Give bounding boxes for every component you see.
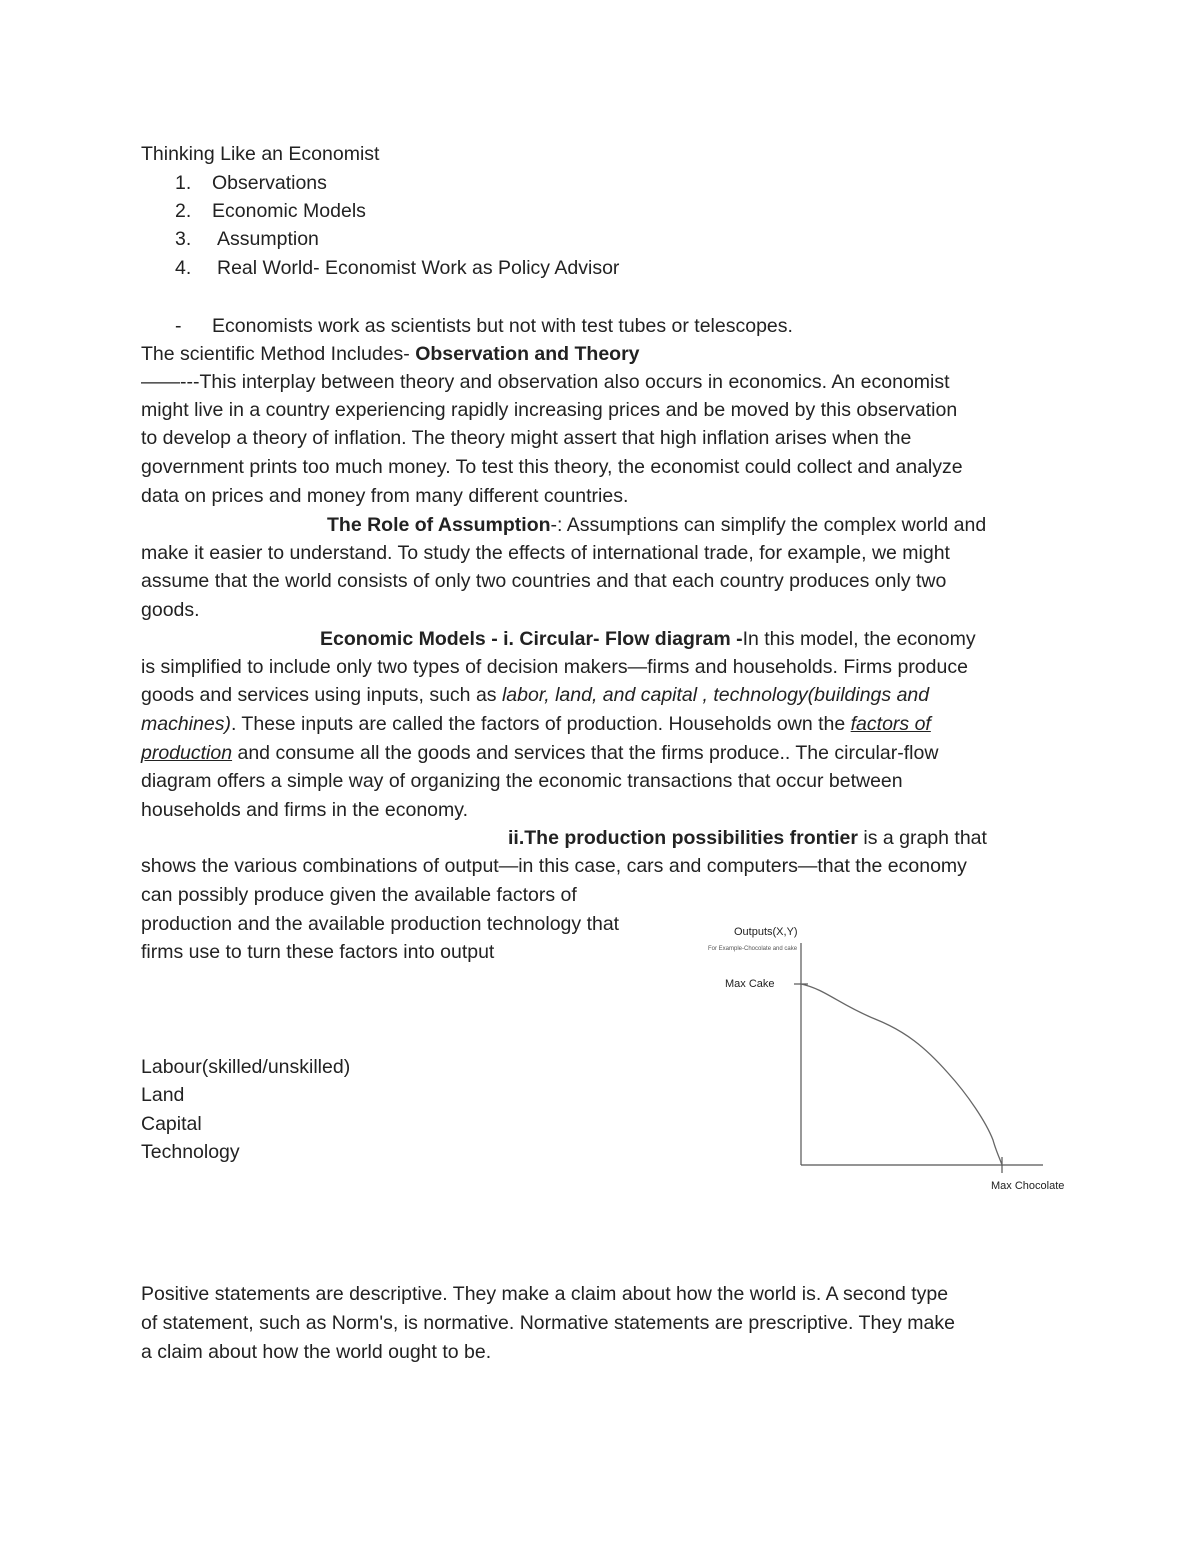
text-run: . These inputs are called the factors of production. Households own the [230,713,851,735]
max-chocolate-label: Max Chocolate [991,1180,1065,1192]
models-heading: Economic Models - i. Circular- Flow diagram - [320,628,743,650]
bullet-text: Economists work as scientists but not with test tubes or telescopes. [212,315,793,337]
bullet-mark: - [175,315,182,337]
factor-item: Land [141,1084,185,1106]
text-run: and consume all the goods and services that the firms produce.. The circular-flow [232,742,939,764]
paragraph-line: might live in a country experiencing rapidly increasing prices and be moved by this observation [141,399,958,421]
models-heading-line [320,625,976,653]
list-number: 2. [175,200,192,222]
paragraph-line: to develop a theory of inflation. The theory might assert that high inflation arises when the [141,427,912,449]
max-cake-label: Max Cake [725,978,775,990]
list-number: 1. [175,172,192,194]
ppf-chart [700,915,1120,1205]
paragraph-line: Positive statements are descriptive. They make a claim about how the world is. A second type [141,1283,949,1305]
italic-run: machines) [141,713,231,735]
list-number: 4. [175,257,192,279]
scientific-method-line [141,340,640,368]
paragraph-line: assume that the world consists of only two countries and that each country produces only two [141,570,947,592]
ppf-heading-line [508,824,987,852]
paragraph-line: government prints too much money. To test this theory, the economist could collect and analyze [141,456,963,478]
paragraph-line: ——---This interplay between theory and observation also occurs in economics. An economist [141,371,950,393]
doc-title: Thinking Like an Economist [141,143,380,165]
paragraph-line [141,739,938,767]
list-item: Real World- Economist Work as Policy Advisor [217,257,620,279]
paragraph-line: diagram offers a simple way of organizing the economic transactions that occur between [141,770,903,792]
paragraph-line [141,681,929,709]
assumption-heading-line [327,511,986,539]
paragraph-line: data on prices and money from many different countries. [141,485,629,507]
italic-run: labor, land, and capital , technology(buildings and [501,684,930,706]
paragraph-line: goods. [141,599,200,621]
underlined-term: production [141,742,233,764]
factor-item: Labour(skilled/unskilled) [141,1056,351,1078]
ppf-heading: ii.The production possibilities frontier [508,827,858,849]
chart-y-label: Outputs(X,Y) [734,926,798,938]
assumption-first-rest: -: Assumptions can simplify the complex world and [550,514,987,536]
list-item: Economic Models [212,200,366,222]
paragraph-line: of statement, such as Norm's, is normative. Normative statements are prescriptive. They make [141,1312,955,1334]
factor-item: Technology [141,1141,240,1163]
paragraph-line: can possibly produce given the available factors of [141,884,577,906]
paragraph-line: make it easier to understand. To study the effects of international trade, for example, we might [141,542,950,564]
ppf-first-rest: is a graph that [857,827,987,849]
text-run: goods and services using inputs, such as [141,684,502,706]
paragraph-line: is simplified to include only two types of decision makers—firms and households. Firms produce [141,656,968,678]
paragraph-line: shows the various combinations of output—in this case, cars and computers—that the economy [141,855,967,877]
assumption-heading: The Role of Assumption [327,514,551,536]
models-first-rest: In this model, the economy [742,628,976,650]
paragraph-line: firms use to turn these factors into output [141,941,495,963]
paragraph-line: production and the available production technology that [141,913,620,935]
list-item: Observations [212,172,327,194]
paragraph-line [141,710,931,738]
paragraph-line: households and firms in the economy. [141,799,468,821]
chart-y-sublabel: For Example-Chocolate and cake [708,946,798,952]
ppf-curve [801,984,1002,1165]
paragraph-line: a claim about how the world ought to be. [141,1341,492,1363]
list-item: Assumption [217,228,319,250]
factor-item: Capital [141,1113,202,1135]
list-number: 3. [175,228,192,250]
scientific-bold: Observation and Theory [415,343,640,365]
underlined-term: factors of [850,713,931,735]
scientific-prefix: The scientific Method Includes- [141,343,416,365]
